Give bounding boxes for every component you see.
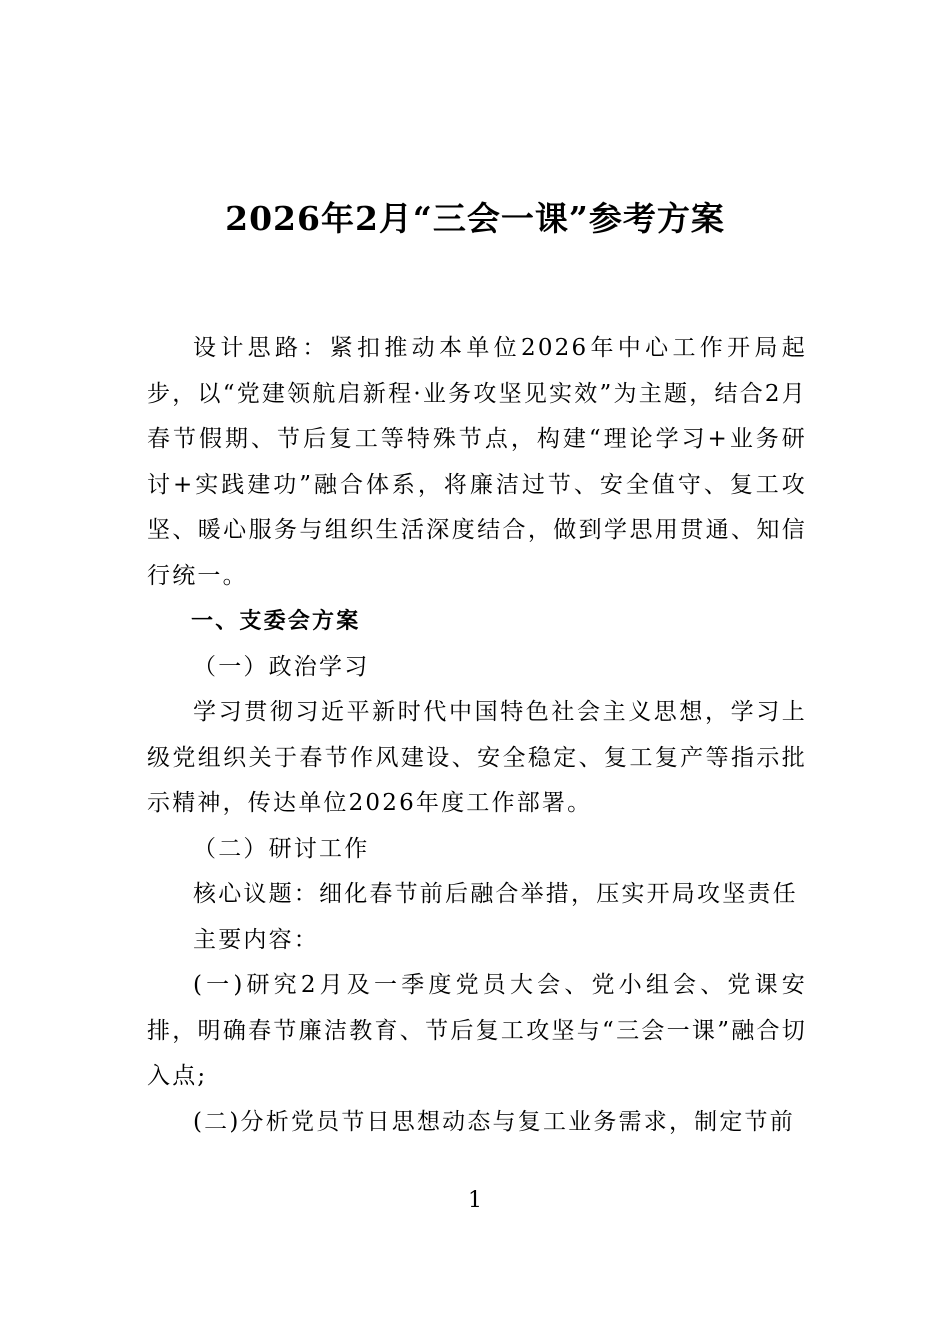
main-content-label: 主要内容： xyxy=(193,926,319,953)
document-title: 2026年2月“三会一课”参考方案 xyxy=(225,199,725,238)
subsection-heading-discussion: （二）研讨工作 xyxy=(193,835,370,862)
document-body xyxy=(147,326,807,1145)
core-topic-paragraph: 核心议题：细化春节前后融合举措，压实开局攻坚责任 xyxy=(193,881,798,907)
design-idea-paragraph: 设计思路：紧扣推动本单位2026年中心工作开局起步，以“党建领航启新程·业务攻坚见实效”为主题，结合2月春节假期、节后复工等特殊节点，构建“理论学习+业务研讨+实践建功”融合体系，将廉洁过节、安全值守、复工攻坚、暖心服务与组织生活深度结合，做到学思用贯通、知信行统一。 xyxy=(147,335,807,589)
political-study-paragraph: 学习贯彻习近平新时代中国特色社会主义思想，学习上级党组织关于春节作风建设、安全稳定、复工复产等指示批示精神，传达单位2026年度工作部署。 xyxy=(147,699,807,816)
page-number: 1 xyxy=(468,1188,482,1213)
content-item-2: (二)分析党员节日思想动态与复工业务需求，制定节前 xyxy=(193,1108,795,1135)
section-heading-branch-committee: 一、支委会方案 xyxy=(191,609,361,634)
content-item-1: (一)研究2月及一季度党员大会、党小组会、党课安排，明确春节廉洁教育、节后复工攻坚与“三会一课”融合切入点; xyxy=(147,972,807,1089)
subsection-heading-political-study: （一）政治学习 xyxy=(193,653,370,680)
